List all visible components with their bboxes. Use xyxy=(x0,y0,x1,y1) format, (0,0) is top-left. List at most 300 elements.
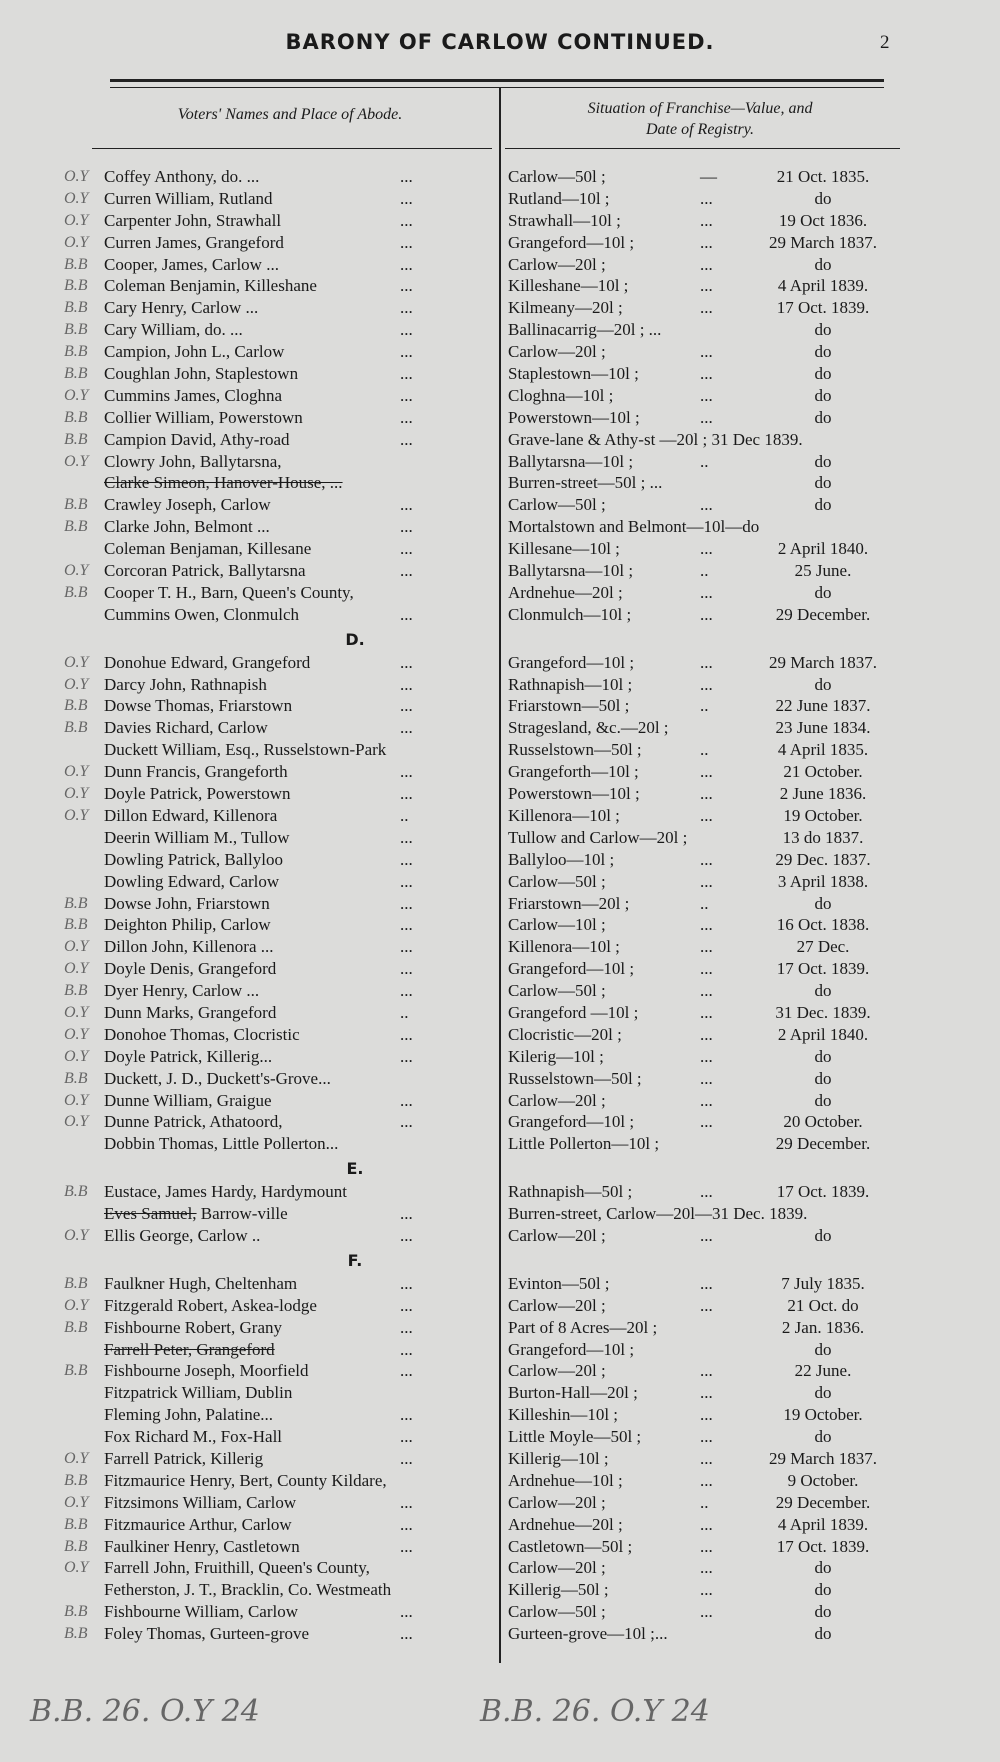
voter-row xyxy=(0,385,1000,407)
leader-dots: ... xyxy=(400,1225,413,1245)
voter-name-abode: Dowse John, Friarstown xyxy=(104,893,270,913)
registry-date: 17 Oct. 1839. xyxy=(776,298,870,318)
voter-name-abode: Deighton Philip, Carlow xyxy=(104,915,271,935)
voter-name-abode: Dunne William, Graigue xyxy=(104,1090,272,1110)
leader-dots: .. xyxy=(700,696,709,716)
voter-name-abode: Dowse Thomas, Friarstown xyxy=(104,696,293,716)
voter-row xyxy=(0,429,1000,451)
leader-dots: ... xyxy=(400,1536,413,1556)
leader-dots: ... xyxy=(400,1046,413,1066)
voter-row xyxy=(0,1203,1000,1225)
registry-date: 4 April 1839. xyxy=(777,276,869,296)
registry-date: 17 Oct. 1839. xyxy=(776,1182,870,1202)
voter-name-abode: Faulkiner Henry, Castletown xyxy=(104,1536,300,1556)
voter-row xyxy=(0,1382,1000,1404)
voter-name-abode: Campion David, Athy-road xyxy=(104,429,290,449)
registry-date: 23 June 1834. xyxy=(775,718,871,738)
leader-dots: ... xyxy=(400,1295,413,1315)
leader-dots: ... xyxy=(700,1558,713,1578)
leader-dots: ... xyxy=(700,1182,713,1202)
voter-name-abode: Collier William, Powerstown xyxy=(104,407,303,427)
voter-row xyxy=(0,604,1000,626)
leader-dots: ... xyxy=(700,1295,713,1315)
voter-row xyxy=(0,1404,1000,1426)
leader-dots: ... xyxy=(700,849,713,869)
registry-date: do xyxy=(814,473,832,493)
voter-row xyxy=(0,582,1000,604)
leader-dots: ... xyxy=(400,561,413,581)
voter-row xyxy=(0,1579,1000,1601)
leader-dots: ... xyxy=(400,1273,413,1293)
voter-name-abode: Fishbourne Joseph, Moorfield xyxy=(104,1361,309,1381)
franchise-situation-value: Stragesland, &c.—20l ; xyxy=(508,718,669,738)
registry-date: do xyxy=(814,451,832,471)
franchise-situation-value: Kilmeany—20l ; xyxy=(508,298,623,318)
registry-mark: B.B xyxy=(64,1183,88,1201)
leader-dots: ... xyxy=(700,1470,713,1490)
leader-dots: .. xyxy=(700,561,709,581)
registry-date: 19 October. xyxy=(783,1405,863,1425)
leader-dots: ... xyxy=(700,1383,713,1403)
registry-date: do xyxy=(814,1046,832,1066)
leader-dots: — xyxy=(700,167,717,186)
franchise-situation-value: Ardnehue—20l ; xyxy=(508,582,623,602)
registry-date: 19 Oct 1836. xyxy=(778,210,868,230)
leader-dots: ... xyxy=(700,652,713,672)
registry-mark: B.B xyxy=(64,365,88,383)
registry-date: 9 October. xyxy=(787,1470,859,1490)
registry-mark: B.B xyxy=(64,343,88,361)
voter-row xyxy=(0,516,1000,538)
registry-mark: O.Y xyxy=(64,1296,89,1314)
franchise-situation-value: Carlow—20l ; xyxy=(508,342,606,362)
voter-row xyxy=(0,1273,1000,1295)
left-column-heading: Voters' Names and Place of Abode. xyxy=(177,106,403,123)
franchise-situation-value: Carlow—50l ; xyxy=(508,167,606,186)
leader-dots: ... xyxy=(700,1112,713,1132)
voter-name-abode: Dillon John, Killenora ... xyxy=(104,937,274,957)
leader-dots: .. xyxy=(700,1492,709,1512)
registry-date: 29 December. xyxy=(775,1134,871,1154)
franchise-situation-value: Carlow—20l ; xyxy=(508,1558,606,1578)
leader-dots: ... xyxy=(400,167,413,186)
leader-dots: ... xyxy=(400,674,413,694)
voter-row xyxy=(0,1068,1000,1090)
registry-mark: B.B xyxy=(64,255,88,273)
voter-row xyxy=(0,1448,1000,1470)
leader-dots: ... xyxy=(700,1024,713,1044)
registry-date: 2 June 1836. xyxy=(779,784,867,804)
registry-mark: B.B xyxy=(64,430,88,448)
voter-row xyxy=(0,275,1000,297)
registry-date: 27 Dec. xyxy=(796,937,850,957)
franchise-situation-value: Killesane—10l ; xyxy=(508,539,620,559)
leader-dots: ... xyxy=(400,320,413,340)
voter-row xyxy=(0,1360,1000,1382)
registry-date: do xyxy=(814,582,832,602)
registry-date: do xyxy=(814,1068,832,1088)
registry-date: 25 June. xyxy=(794,561,852,581)
leader-dots: ... xyxy=(700,342,713,362)
leader-dots: ... xyxy=(400,827,413,847)
voter-name-abode: Coleman Benjaman, Killesane xyxy=(104,539,312,559)
voter-name-abode: Dunn Marks, Grangeford xyxy=(104,1002,277,1022)
registry-mark: O.Y xyxy=(64,452,89,470)
registry-date: 17 Oct. 1839. xyxy=(776,1536,870,1556)
voter-row xyxy=(0,1557,1000,1579)
leader-dots: ... xyxy=(700,604,713,624)
franchise-situation-value: Carlow—50l ; xyxy=(508,871,606,891)
registry-date: do xyxy=(814,893,832,913)
voter-name-abode: Doyle Denis, Grangeford xyxy=(104,959,277,979)
franchise-situation-value: Ballyloo—10l ; xyxy=(508,849,615,869)
franchise-situation-value: Friarstown—50l ; xyxy=(508,696,630,716)
voter-row xyxy=(0,958,1000,980)
voter-name-abode: Fitzmaurice Henry, Bert, County Kildare, xyxy=(104,1470,387,1490)
leader-dots: ... xyxy=(400,1090,413,1110)
franchise-situation-value: Strawhall—10l ; xyxy=(508,210,621,230)
leader-dots: ... xyxy=(400,1427,413,1447)
voter-row xyxy=(0,1426,1000,1448)
registry-date: 13 do 1837. xyxy=(782,827,864,847)
franchise-situation-value: Burton-Hall—20l ; xyxy=(508,1383,638,1403)
registry-mark: B.B xyxy=(64,719,88,737)
registry-date: 22 June 1837. xyxy=(775,696,871,716)
franchise-situation-value: Grangeford—10l ; xyxy=(508,1112,635,1132)
voter-name-abode: Crawley Joseph, Carlow xyxy=(104,495,271,515)
voter-row xyxy=(0,849,1000,871)
franchise-situation-value: Killeshane—10l ; xyxy=(508,276,629,296)
leader-dots: ... xyxy=(400,517,413,537)
left-heading-rule xyxy=(92,148,492,149)
registry-mark: B.B xyxy=(64,1362,88,1380)
voter-name-abode: Fetherston, J. T., Bracklin, Co. Westmeath xyxy=(104,1580,392,1600)
leader-dots: ... xyxy=(700,1448,713,1468)
registry-date: 2 April 1840. xyxy=(777,539,869,559)
voter-row xyxy=(0,1295,1000,1317)
franchise-situation-value: Little Pollerton—10l ; xyxy=(508,1134,660,1154)
voter-name-abode: Fitzpatrick William, Dublin xyxy=(104,1383,293,1403)
voter-row xyxy=(0,1536,1000,1558)
registry-mark: O.Y xyxy=(64,1449,89,1467)
leader-dots: ... xyxy=(700,539,713,559)
voter-name-abode: Deerin William M., Tullow xyxy=(104,827,290,847)
registry-date: 22 June. xyxy=(794,1361,852,1381)
voter-name-abode: Fitzmaurice Arthur, Carlow xyxy=(104,1514,292,1534)
leader-dots: ... xyxy=(700,1427,713,1447)
leader-dots: ... xyxy=(400,1624,413,1644)
registry-mark: B.B xyxy=(64,1603,88,1621)
voter-row xyxy=(0,1492,1000,1514)
voter-row xyxy=(0,1225,1000,1247)
voter-row xyxy=(0,1317,1000,1339)
voter-name-abode: Corcoran Patrick, Ballytarsna xyxy=(104,561,306,581)
registry-mark: O.Y xyxy=(64,1025,89,1043)
voter-row xyxy=(0,871,1000,893)
registry-date: do xyxy=(814,1624,832,1644)
registry-date: 21 Oct. do xyxy=(787,1295,859,1315)
voter-row xyxy=(0,494,1000,516)
registry-date: do xyxy=(814,407,832,427)
registry-mark: B.B xyxy=(64,277,88,295)
voter-name-abode: Coffey Anthony, do. ... xyxy=(104,167,260,186)
registry-date: 21 Oct. 1835. xyxy=(776,167,870,186)
voter-row xyxy=(0,407,1000,429)
voter-row xyxy=(0,893,1000,915)
registry-date: 29 March 1837. xyxy=(768,652,878,672)
voter-name-abode: Dowling Edward, Carlow xyxy=(104,871,280,891)
registry-date: do xyxy=(814,342,832,362)
registry-mark: B.B xyxy=(64,1471,88,1489)
leader-dots: ... xyxy=(400,893,413,913)
voter-name-abode: Faulkner Hugh, Cheltenham xyxy=(104,1273,298,1293)
leader-dots: ... xyxy=(400,784,413,804)
registry-mark: O.Y xyxy=(64,806,89,824)
franchise-situation-value: Rathnapish—10l ; xyxy=(508,674,633,694)
leader-dots: ... xyxy=(700,407,713,427)
franchise-situation-value: Powerstown—10l ; xyxy=(508,407,640,427)
leader-dots: ... xyxy=(400,849,413,869)
leader-dots: ... xyxy=(700,254,713,274)
voter-row xyxy=(0,936,1000,958)
leader-dots: ... xyxy=(700,1273,713,1293)
voter-row xyxy=(0,232,1000,254)
voter-name-abode: Cary Henry, Carlow ... xyxy=(104,298,259,318)
voter-row xyxy=(0,166,1000,188)
franchise-situation-value: Castletown—50l ; xyxy=(508,1536,633,1556)
leader-dots: ... xyxy=(400,981,413,1001)
franchise-situation-value: Carlow—50l ; xyxy=(508,1602,606,1622)
voter-row xyxy=(0,188,1000,210)
leader-dots: ... xyxy=(400,429,413,449)
registry-date: 19 October. xyxy=(783,805,863,825)
leader-dots: ... xyxy=(400,652,413,672)
voter-row xyxy=(0,1470,1000,1492)
registry-date: do xyxy=(814,320,832,340)
leader-dots: ... xyxy=(400,1405,413,1425)
leader-dots: ... xyxy=(400,696,413,716)
leader-dots: ... xyxy=(400,1602,413,1622)
voter-row xyxy=(0,739,1000,761)
voter-name-abode: Dowling Patrick, Ballyloo xyxy=(104,849,283,869)
leader-dots: ... xyxy=(700,805,713,825)
voter-name-abode: Fishbourne William, Carlow xyxy=(104,1602,299,1622)
leader-dots: ... xyxy=(700,1514,713,1534)
voter-row xyxy=(0,319,1000,341)
voter-row xyxy=(0,805,1000,827)
registry-mark: O.Y xyxy=(64,1003,89,1021)
leader-dots: .. xyxy=(700,451,709,471)
voter-name-abode: Eustace, James Hardy, Hardymount xyxy=(104,1182,347,1202)
registry-date: 4 April 1835. xyxy=(777,740,869,760)
voter-row xyxy=(0,1623,1000,1645)
voter-name-abode: Ellis George, Carlow .. xyxy=(104,1225,261,1245)
registry-date: 17 Oct. 1839. xyxy=(776,959,870,979)
franchise-situation-value: Friarstown—20l ; xyxy=(508,893,630,913)
leader-dots: ... xyxy=(400,1448,413,1468)
registry-date: 29 March 1837. xyxy=(768,232,878,252)
franchise-situation-value: Burren-street, Carlow—20l—31 Dec. 1839. xyxy=(508,1204,808,1224)
leader-dots: ... xyxy=(400,232,413,252)
registry-date: do xyxy=(814,1383,832,1403)
franchise-situation-value: Little Moyle—50l ; xyxy=(508,1427,642,1447)
registry-date: 29 March 1837. xyxy=(768,1448,878,1468)
leader-dots: ... xyxy=(700,871,713,891)
voter-name-abode: Fishbourne Robert, Grany xyxy=(104,1317,283,1337)
registry-date: 2 Jan. 1836. xyxy=(781,1317,865,1337)
registry-mark: B.B xyxy=(64,299,88,317)
handwritten-tally-left: B.B. 26. O.Y 24 xyxy=(30,1694,260,1729)
registry-date: do xyxy=(814,1225,832,1245)
franchise-situation-value: Killenora—10l ; xyxy=(508,805,620,825)
registry-date: do xyxy=(814,385,832,405)
page-number: 2 xyxy=(880,32,890,53)
voter-name-abode: Foley Thomas, Gurteen-grove xyxy=(104,1624,310,1644)
voter-row xyxy=(0,341,1000,363)
voter-name-abode: Doyle Patrick, Powerstown xyxy=(104,784,291,804)
franchise-situation-value: Grangeford—10l ; xyxy=(508,959,635,979)
voter-row xyxy=(0,538,1000,560)
franchise-situation-value: Grangeford—10l ; xyxy=(508,652,635,672)
franchise-situation-value: Ardnehue—10l ; xyxy=(508,1470,623,1490)
registry-mark: B.B xyxy=(64,1318,88,1336)
franchise-situation-value: Clonmulch—10l ; xyxy=(508,604,632,624)
leader-dots: .. xyxy=(700,740,709,760)
leader-dots: ... xyxy=(400,1112,413,1132)
section-letter: E. xyxy=(346,1159,364,1179)
franchise-situation-value: Killerig—10l ; xyxy=(508,1448,609,1468)
leader-dots: ... xyxy=(700,495,713,515)
leader-dots: ... xyxy=(400,1492,413,1512)
leader-dots: ... xyxy=(700,1405,713,1425)
franchise-situation-value: Part of 8 Acres—20l ; xyxy=(508,1317,658,1337)
page-title: BARONY OF CARLOW CONTINUED. xyxy=(285,30,715,54)
leader-dots: ... xyxy=(400,342,413,362)
registry-mark: B.B xyxy=(64,982,88,1000)
franchise-situation-value: Gurteen-grove—10l ;... xyxy=(508,1624,668,1644)
leader-dots: ... xyxy=(700,1225,713,1245)
registry-mark: O.Y xyxy=(64,1226,89,1244)
voter-row xyxy=(0,451,1000,473)
registry-date: 21 October. xyxy=(783,762,863,782)
leader-dots: ... xyxy=(700,959,713,979)
right-column-heading xyxy=(510,98,890,140)
voter-name-abode: Clarke Simeon, Hanover-House, ... xyxy=(104,473,343,493)
leader-dots: ... xyxy=(400,276,413,296)
leader-dots: ... xyxy=(400,937,413,957)
leader-dots: ... xyxy=(700,937,713,957)
franchise-situation-value: Killerig—50l ; xyxy=(508,1580,609,1600)
leader-dots: ... xyxy=(700,915,713,935)
registry-mark: B.B xyxy=(64,916,88,934)
registry-date: do xyxy=(814,1339,832,1359)
leader-dots: ... xyxy=(700,674,713,694)
leader-dots: ... xyxy=(400,407,413,427)
registry-mark: B.B xyxy=(64,1537,88,1555)
registry-date: 29 December. xyxy=(775,1492,871,1512)
leader-dots: ... xyxy=(400,495,413,515)
franchise-situation-value: Rathnapish—50l ; xyxy=(508,1182,633,1202)
franchise-situation-value: Carlow—20l ; xyxy=(508,1492,606,1512)
registry-mark: O.Y xyxy=(64,562,89,580)
registry-date: do xyxy=(814,1090,832,1110)
voter-name-abode: Davies Richard, Carlow xyxy=(104,718,268,738)
registry-mark: B.B xyxy=(64,1625,88,1643)
registry-mark: B.B xyxy=(64,496,88,514)
voter-row xyxy=(0,914,1000,936)
voter-name-abode: Fitzgerald Robert, Askea-lodge xyxy=(104,1295,317,1315)
voter-row xyxy=(0,1046,1000,1068)
franchise-situation-value: Carlow—20l ; xyxy=(508,1361,606,1381)
voter-name-abode: Darcy John, Rathnapish xyxy=(104,674,267,694)
franchise-situation-value: Evinton—50l ; xyxy=(508,1273,610,1293)
registry-mark: O.Y xyxy=(64,189,89,207)
voter-row xyxy=(0,1181,1000,1203)
leader-dots: ... xyxy=(700,1046,713,1066)
registry-mark: B.B xyxy=(64,1274,88,1292)
voter-name-abode: Duckett William, Esq., Russelstown-Park xyxy=(104,740,387,760)
voter-name-abode: Farrell John, Fruithill, Queen's County, xyxy=(104,1558,370,1578)
voter-row xyxy=(0,827,1000,849)
voter-name-abode: Coleman Benjamin, Killeshane xyxy=(104,276,317,296)
leader-dots: ... xyxy=(400,364,413,384)
leader-dots: ... xyxy=(400,1317,413,1337)
voter-name-abode: Cooper, James, Carlow ... xyxy=(104,254,279,274)
voter-row xyxy=(0,1514,1000,1536)
leader-dots: ... xyxy=(700,1002,713,1022)
voter-row xyxy=(0,761,1000,783)
leader-dots: ... xyxy=(400,1514,413,1534)
voter-name-abode: Curren William, Rutland xyxy=(104,188,273,208)
franchise-situation-value: Powerstown—10l ; xyxy=(508,784,640,804)
leader-dots: ... xyxy=(700,1536,713,1556)
right-column-heading-line1: Situation of Franchise—Value, and xyxy=(587,100,813,117)
registry-date: 20 October. xyxy=(783,1112,863,1132)
voter-name-abode: Cary William, do. ... xyxy=(104,320,243,340)
voter-row xyxy=(0,1090,1000,1112)
registry-mark: O.Y xyxy=(64,763,89,781)
voter-row xyxy=(0,783,1000,805)
voter-name-abode: Curren James, Grangeford xyxy=(104,232,284,252)
voter-name-abode: Dyer Henry, Carlow ... xyxy=(104,981,260,1001)
voter-row xyxy=(0,1601,1000,1623)
registry-mark: O.Y xyxy=(64,938,89,956)
registry-date: 31 Dec. 1839. xyxy=(775,1002,871,1022)
voter-name-abode: Farrell Peter, Grangeford xyxy=(104,1339,275,1359)
registry-date: do xyxy=(814,364,832,384)
leader-dots: ... xyxy=(700,385,713,405)
franchise-situation-value: Ardnehue—20l ; xyxy=(508,1514,623,1534)
header-double-rule xyxy=(110,79,884,88)
registry-mark: O.Y xyxy=(64,1559,89,1577)
registry-mark: O.Y xyxy=(64,1091,89,1109)
leader-dots: ... xyxy=(400,915,413,935)
leader-dots: ... xyxy=(700,276,713,296)
leader-dots: ... xyxy=(400,385,413,405)
leader-dots: ... xyxy=(400,604,413,624)
voter-name-abode: Coughlan John, Staplestown xyxy=(104,364,299,384)
franchise-situation-value: Mortalstown and Belmont—10l—do xyxy=(508,517,760,537)
voter-name-abode: Campion, John L., Carlow xyxy=(104,342,285,362)
voter-row xyxy=(0,674,1000,696)
voter-name-abode: Farrell Patrick, Killerig xyxy=(104,1448,264,1468)
franchise-situation-value: Carlow—50l ; xyxy=(508,495,606,515)
voter-row xyxy=(0,1111,1000,1133)
leader-dots: ... xyxy=(700,1361,713,1381)
leader-dots: ... xyxy=(400,959,413,979)
voter-row xyxy=(0,560,1000,582)
registry-mark: O.Y xyxy=(64,675,89,693)
